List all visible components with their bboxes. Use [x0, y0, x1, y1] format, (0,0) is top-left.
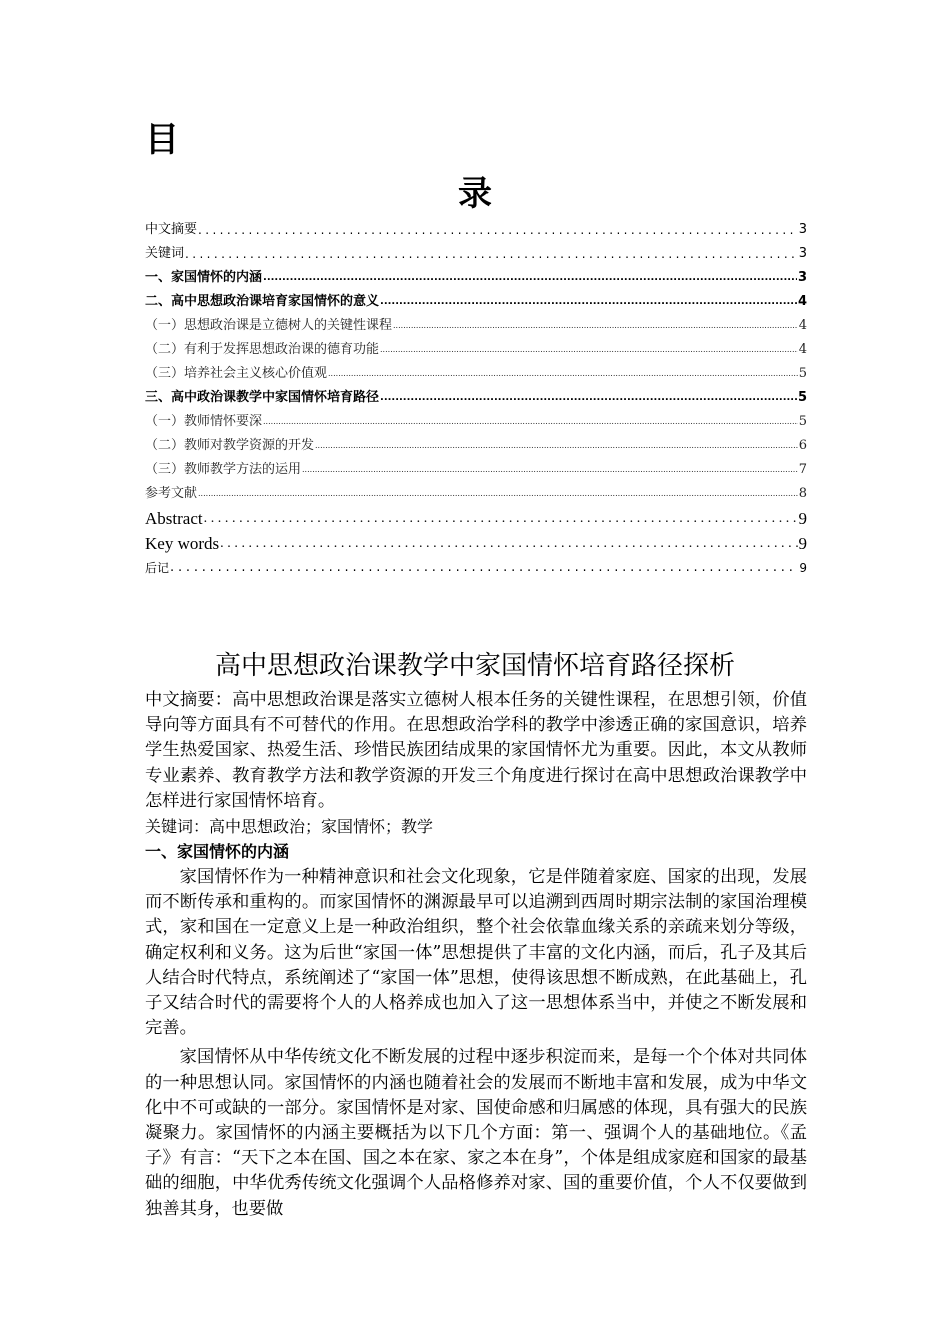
toc-leader [393, 314, 798, 338]
body-paragraph: 家国情怀作为一种精神意识和社会文化现象，它是伴随着家庭、国家的出现，发展而不断传承和重构的。而家国情怀的渊源最早可以追溯到西周时期宗法制的家国治理模式，家和国在一定意义上是一种政治组织，整个社会依靠血缘关系的亲疏来划分等级，确定权利和义务。这为后世“家国一体”思想提供了丰富的文化内涵，而后，孔子及其后人结合时代特点，系统阐述了“家国一体”思想，使得该思想不断成熟，在此基础上，孔子又结合时代的需要将个人的人格养成也加入了这一思想体系当中，并使之不断发展和完善。 [145, 867, 807, 1039]
toc-leader [380, 386, 797, 410]
toc-entry[interactable] [145, 482, 807, 506]
toc-entry-page: 4 [798, 318, 807, 333]
toc-entry-label: （二）有利于发挥思想政治课的德育功能 [145, 342, 380, 357]
toc-entry-label: 关键词 [145, 246, 185, 261]
toc-entry-page: 4 [798, 342, 807, 357]
toc-entry[interactable] [145, 266, 807, 290]
toc-entry[interactable] [145, 362, 807, 386]
toc-entry[interactable] [145, 556, 807, 580]
toc-entry-label: 三、高中政治课教学中家国情怀培育路径 [145, 390, 380, 405]
toc-entry-label: 中文摘要 [145, 222, 198, 237]
toc-entry-page: 5 [798, 366, 807, 381]
toc-leader [170, 556, 798, 580]
toc-leader [220, 531, 797, 556]
toc-entry-page: 9 [798, 534, 807, 553]
toc-entry[interactable] [145, 531, 807, 556]
toc-entry[interactable] [145, 410, 807, 434]
toc-leader [380, 290, 797, 314]
toc-entry-page: 9 [799, 561, 807, 575]
toc-entry-label: （三）教师教学方法的运用 [145, 462, 302, 477]
toc-entry-page: 6 [798, 438, 807, 453]
body-paragraph: 家国情怀从中华传统文化不断发展的过程中逐步积淀而来，是每一个个体对共同体的一种思想认同。家国情怀的内涵也随着社会的发展而不断地丰富和发展，成为中华文化中不可或缺的一部分。家国情怀是对家、国使命感和归属感的体现，具有强大的民族凝聚力。家国情怀的内涵主要概括为以下几个方面：第一、强调个人的基础地位。《孟子》有言：“天下之本在国、国之本在家、家之本在身”，个体是组成家庭和国家的最基础的细胞，中华优秀传统文化强调个人品格修养对家、国的重要价值，个人不仅要做到独善其身，也要做 [145, 1047, 807, 1219]
toc-entry[interactable] [145, 338, 807, 362]
abstract-paragraph: 中文摘要：高中思想政治课是落实立德树人根本任务的关键性课程，在思想引领，价值导向等方面具有不可替代的作用。在思想政治学科的教学中渗透正确的家国意识，培养学生热爱国家、热爱生活、珍惜民族团结成果的家国情怀尤为重要。因此，本文从教师专业素养、教育教学方法和教学资源的开发三个角度进行探讨在高中思想政治课教学中怎样进行家国情怀培育。 [145, 690, 807, 811]
toc-entry-page: 3 [797, 270, 807, 285]
toc-entry-label: （二）教师对教学资源的开发 [145, 438, 315, 453]
toc-entry-page: 4 [797, 294, 807, 309]
toc-leader [204, 506, 798, 531]
toc-entry-label: Key words [145, 534, 220, 553]
toc-leader [185, 242, 798, 266]
toc-entry-label: （一）教师情怀要深 [145, 414, 263, 429]
toc-leader [198, 482, 798, 506]
toc-entry-page: 3 [798, 246, 807, 261]
toc-entry[interactable] [145, 386, 807, 410]
toc-entry-label: （三）培养社会主义核心价值观 [145, 366, 328, 381]
toc-leader [315, 434, 798, 458]
toc-entry-page: 5 [797, 390, 807, 405]
toc-entry-label: Abstract [145, 509, 203, 528]
toc-entry[interactable] [145, 458, 807, 482]
toc-entry[interactable] [145, 218, 807, 242]
toc-entry[interactable] [145, 434, 807, 458]
toc-entry[interactable] [145, 242, 807, 266]
section-heading: 一、家国情怀的内涵 [145, 842, 290, 862]
toc-entry-page: 3 [798, 222, 807, 237]
toc-leader [198, 218, 798, 242]
toc-heading-part1: 目 [145, 120, 179, 160]
toc-entry-page: 9 [798, 509, 807, 528]
toc-entry-label: （一）思想政治课是立德树人的关键性课程 [145, 318, 393, 333]
toc-entry-label: 二、高中思想政治课培育家国情怀的意义 [145, 294, 380, 309]
toc-entry-label: 参考文献 [145, 486, 198, 501]
table-of-contents [145, 218, 807, 580]
toc-leader [263, 410, 798, 434]
toc-entry[interactable] [145, 506, 807, 531]
toc-heading-part2: 录 [458, 174, 492, 214]
toc-leader [302, 458, 798, 482]
toc-entry[interactable] [145, 314, 807, 338]
toc-entry-label: 后记 [145, 561, 170, 575]
article-title: 高中思想政治课教学中家国情怀培育路径探析 [214, 651, 735, 681]
toc-leader [263, 266, 797, 290]
toc-entry[interactable] [145, 290, 807, 314]
toc-entry-label: 一、家国情怀的内涵 [145, 270, 263, 285]
article-body [145, 688, 807, 1222]
toc-entry-page: 8 [798, 486, 807, 501]
keywords-line: 关键词：高中思想政治；家国情怀；教学 [145, 817, 434, 837]
toc-leader [380, 338, 798, 362]
toc-leader [328, 362, 798, 386]
toc-entry-page: 7 [798, 462, 807, 477]
toc-entry-page: 5 [798, 414, 807, 429]
